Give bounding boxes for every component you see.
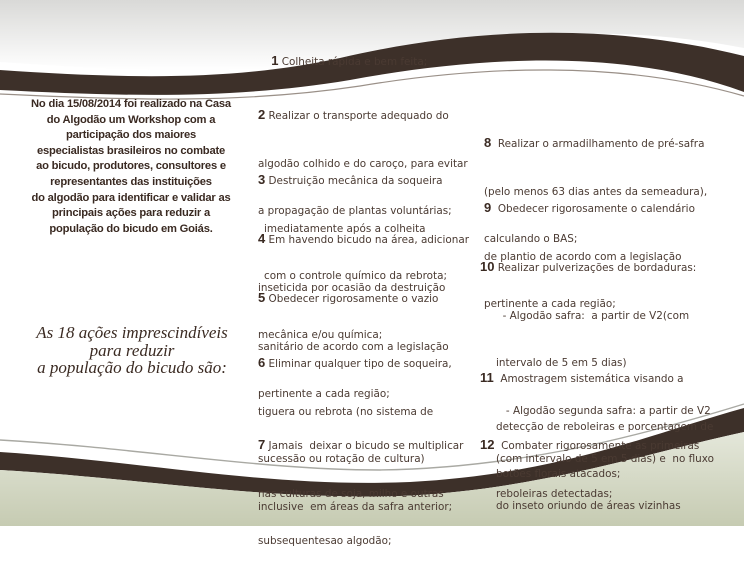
item-text: - Algodão safra: a partir de V2(com bbox=[496, 309, 690, 322]
item-text: intervalo de 5 em 5 dias) bbox=[496, 357, 627, 370]
item-number: 7 bbox=[258, 436, 266, 452]
item-text: Combater rigorosamente as primeiras bbox=[501, 439, 700, 452]
item-number: 10 bbox=[480, 258, 495, 274]
item-text: de plantio de acordo com a legislação bbox=[484, 250, 682, 263]
intro-line: do Algodão um Workshop com a bbox=[46, 113, 216, 126]
item-text: (com intervalo de 5 em 5 dias) e no fluxo bbox=[496, 452, 714, 465]
item-number: 6 bbox=[258, 354, 266, 370]
item-text: Realizar pulverizações de bordaduras: bbox=[497, 261, 697, 274]
item-number: 2 bbox=[258, 106, 266, 122]
intro-line: No dia 15/08/2014 foi realizado na Casa bbox=[31, 98, 231, 110]
item-text: pertinente a cada região; bbox=[484, 298, 616, 311]
item-text: do inseto oriundo de áreas vizinhas bbox=[496, 500, 681, 513]
item-text: inseticida por ocasião da destruição bbox=[258, 281, 446, 294]
intro-line: especialistas brasileiros no combate bbox=[36, 144, 226, 157]
intro-line: participação dos maiores bbox=[65, 129, 197, 142]
intro-line: representantes das instituições bbox=[50, 175, 212, 188]
item-text: Em havendo bicudo na área, adicionar bbox=[268, 233, 469, 246]
intro-line: principais ações para reduzir a bbox=[52, 207, 210, 220]
item-text: com o controle químico da rebrota; bbox=[264, 270, 447, 283]
heading-line: As 18 ações imprescindíveis bbox=[36, 323, 228, 342]
item-number: 3 bbox=[258, 171, 266, 187]
item-text: pertinente a cada região; bbox=[258, 388, 390, 401]
item-text: Destruição mecânica da soqueira bbox=[268, 174, 443, 187]
item-text: detecção de reboleiras e porcentagem de bbox=[496, 420, 714, 433]
item-text: inclusive em áreas da safra anterior; bbox=[258, 500, 453, 513]
item-text: algodão colhido e do caroço, para evitar bbox=[258, 157, 468, 170]
item-text: Eliminar qualquer tipo de soqueira, bbox=[268, 357, 452, 370]
item-text: subsequentesao algodão; bbox=[258, 535, 392, 548]
item-text: nas culturas de soja, milho e outras bbox=[258, 487, 444, 500]
actions-heading bbox=[20, 324, 244, 377]
item-number: 1 bbox=[271, 52, 279, 68]
item-text: Colheita rápida e bem feita; bbox=[281, 55, 428, 68]
item-text: sucessão ou rotação de cultura) bbox=[258, 453, 425, 466]
heading-line: para reduzir bbox=[89, 340, 175, 360]
item-text: Realizar o transporte adequado do bbox=[268, 109, 449, 122]
item-text: Realizar o armadilhamento de pré-safra bbox=[497, 137, 705, 150]
intro-line: ao bicudo, produtores, consultores e bbox=[36, 160, 226, 173]
item-text: calculando o BAS; bbox=[484, 233, 578, 246]
item-number: 9 bbox=[484, 199, 492, 215]
item-text: mecânica e/ou química; bbox=[258, 329, 383, 342]
item-number: 4 bbox=[258, 230, 266, 246]
item-number: 12 bbox=[480, 436, 495, 452]
intro-line: do algodão para identificar e validar as bbox=[31, 191, 231, 204]
heading-line: a população do bicudo são: bbox=[37, 358, 227, 377]
item-number: 5 bbox=[258, 289, 266, 305]
action-item-7 bbox=[258, 405, 463, 582]
item-text: Obedecer rigorosamente o vazio bbox=[268, 292, 439, 305]
intro-paragraph bbox=[22, 97, 240, 237]
item-text: sanitário de acordo com a legislação bbox=[258, 340, 449, 353]
item-text: - Algodão segunda safra: a partir de V2 bbox=[496, 404, 711, 417]
item-text: Obedecer rigorosamente o calendário bbox=[497, 202, 695, 215]
item-text: Jamais deixar o bicudo se multiplicar bbox=[268, 439, 464, 452]
item-text: Amostragem sistemática visando a bbox=[500, 372, 684, 385]
item-text: tiguera ou rebrota (no sistema de bbox=[258, 405, 434, 418]
item-number: 11 bbox=[480, 369, 494, 385]
action-item-12 bbox=[480, 405, 699, 534]
item-text: imediatamente após a colheita bbox=[264, 222, 426, 235]
item-text: botões florais atacados; bbox=[496, 468, 621, 481]
intro-line: população do bicudo em Goiás. bbox=[49, 222, 213, 235]
item-number: 8 bbox=[484, 134, 492, 150]
item-text: reboleiras detectadas; bbox=[496, 487, 613, 500]
item-text: a propagação de plantas voluntárias; bbox=[258, 205, 452, 218]
item-text: (pelo menos 63 dias antes da semeadura), bbox=[484, 185, 708, 198]
